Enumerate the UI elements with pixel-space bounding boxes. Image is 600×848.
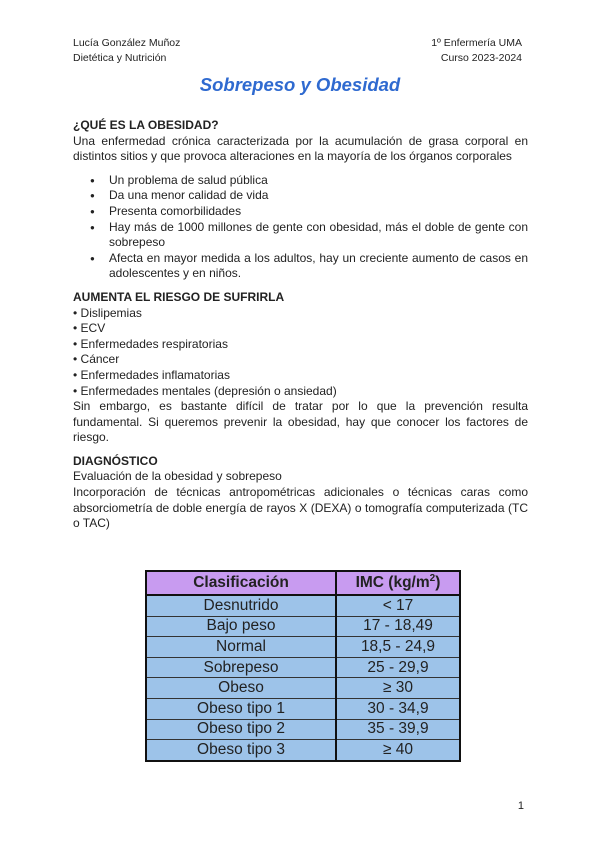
list-item: ● Presenta comorbilidades <box>109 204 528 220</box>
list-item: ● Hay más de 1000 millones de gente con obesidad, más el doble de gente con sobrepeso <box>109 220 528 251</box>
column-header-bmi: IMC $(kg/m^2)$ <box>336 571 460 595</box>
table-row <box>146 595 460 616</box>
prevention-paragraph: Sin embargo, es bastante difícil de tratar por lo que la prevención resulta fundamental. Si queremos prevenir la obesidad, hay que conocer los factores de riesgo. <box>73 399 528 445</box>
author-name: Lucía González Muñoz <box>73 37 181 49</box>
table-cell-class: Normal <box>146 637 336 658</box>
definition-paragraph: Una enfermedad crónica caracterizada por la acumulación de grasa corporal en distintos sitios y que provoca alteraciones en la mayoría de los órganos corporales <box>73 133 528 164</box>
document-body <box>73 118 528 532</box>
diagnosis-subtitle: Evaluación de la obesidad y sobrepeso <box>73 469 282 484</box>
table-cell-class: Sobrepeso <box>146 657 336 678</box>
table-row <box>146 678 460 699</box>
risk-item: • Enfermedades respiratorias <box>73 336 228 351</box>
table-row <box>146 657 460 678</box>
table-row <box>146 616 460 637</box>
course-year: Curso 2023-2024 <box>440 52 522 64</box>
table-row <box>146 719 460 740</box>
risk-item: • Dislipemias <box>73 305 142 320</box>
section-heading-risk: AUMENTA EL RIESGO DE SUFRIRLA <box>73 289 285 304</box>
table-header-row <box>146 571 460 595</box>
table-cell-bmi: 17 - 18,49 <box>336 616 460 637</box>
column-header-classification: Clasificación <box>146 571 336 595</box>
risk-item: • Enfermedades inflamatorias <box>73 367 230 382</box>
table-cell-bmi: < 17 <box>336 595 460 616</box>
subject-name: Dietética y Nutrición <box>73 52 167 64</box>
table-cell-bmi: 25 - 29,9 <box>336 657 460 678</box>
course-name: 1º Enfermería UMA <box>431 37 522 49</box>
table-cell-bmi: ≥ 40 <box>336 740 460 761</box>
risk-item: • Enfermedades mentales (depresión o ansiedad) <box>73 383 337 398</box>
table-cell-class: Obeso tipo 2 <box>146 719 336 740</box>
diagnosis-paragraph: Incorporación de técnicas antropométricas adicionales o técnicas caras como absorciometría de doble energía de rayos X (DEXA) o tomografía computerizada (TC o TAC) <box>73 485 528 531</box>
list-item: ● Afecta en mayor medida a los adultos, hay un creciente aumento de casos en adolescentes y en niños. <box>109 251 528 282</box>
table-cell-bmi: 35 - 39,9 <box>336 719 460 740</box>
table-cell-class: Obeso tipo 3 <box>146 740 336 761</box>
table-cell-bmi: 18,5 - 24,9 <box>336 637 460 658</box>
list-item: ● Un problema de salud pública <box>109 173 528 189</box>
table-cell-class: Obeso <box>146 678 336 699</box>
table-cell-bmi: ≥ 30 <box>336 678 460 699</box>
risk-item: • Cáncer <box>73 352 120 367</box>
header-right <box>431 36 522 66</box>
section-heading-diagnosis: DIAGNÓSTICO <box>73 453 158 468</box>
list-item: ● Da una menor calidad de vida <box>109 188 528 204</box>
obesity-facts-list <box>73 173 528 282</box>
table-cell-class: Desnutrido <box>146 595 336 616</box>
table-cell-class: Obeso tipo 1 <box>146 698 336 719</box>
table-cell-class: Bajo peso <box>146 616 336 637</box>
page-title: Sobrepeso y Obesidad <box>199 74 401 95</box>
table-cell-bmi: 30 - 34,9 <box>336 698 460 719</box>
section-heading-what-is: ¿QUÉ ES LA OBESIDAD? <box>73 118 219 132</box>
risk-item: • ECV <box>73 321 106 336</box>
header-left <box>73 36 180 66</box>
table-row <box>146 698 460 719</box>
table-row <box>146 740 460 761</box>
page-number: 1 <box>517 800 524 812</box>
bmi-classification-table <box>145 570 461 762</box>
table-row <box>146 637 460 658</box>
